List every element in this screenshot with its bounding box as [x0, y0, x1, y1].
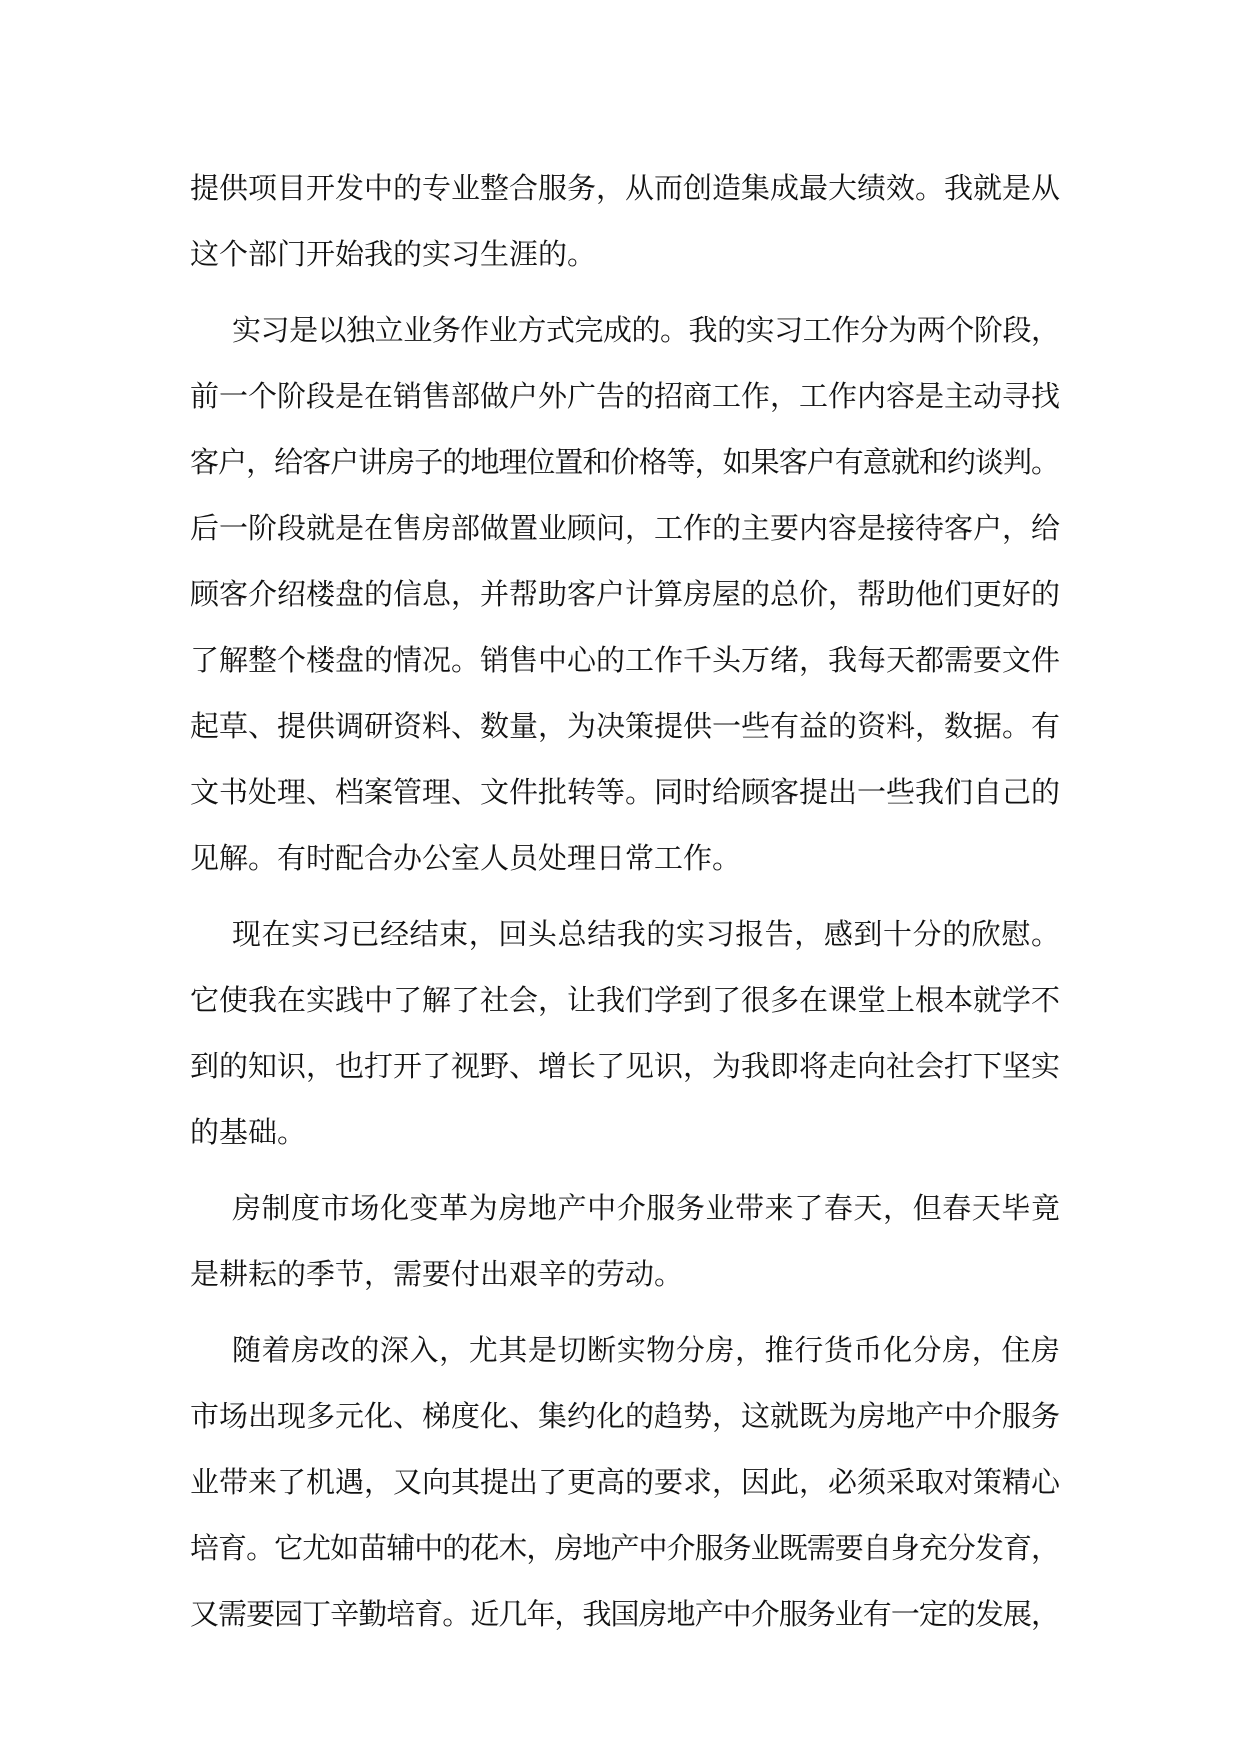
text-line: 前一个阶段是在销售部做户外广告的招商工作，工作内容是主动寻找 [190, 379, 1060, 413]
text-line: 它使我在实践中了解了社会，让我们学到了很多在课堂上根本就学不 [190, 983, 1060, 1017]
text-line: 培育。它尤如苗辅中的花木，房地产中介服务业既需要自身充分发育， [190, 1531, 1060, 1565]
paragraph-gap [190, 891, 1060, 901]
text-line: 顾客介绍楼盘的信息，并帮助客户计算房屋的总价，帮助他们更好的 [190, 577, 1060, 611]
text-line: 文书处理、档案管理、文件批转等。同时给顾客提出一些我们自己的 [190, 775, 1060, 809]
paragraph-gap [190, 1307, 1060, 1317]
paragraph [190, 1317, 1060, 1647]
text-line: 市场出现多元化、梯度化、集约化的趋势，这就既为房地产中介服务 [190, 1399, 1060, 1433]
text-line: 这个部门开始我的实习生涯的。 [190, 237, 597, 271]
text-line: 实习是以独立业务作业方式完成的。我的实习工作分为两个阶段， [232, 313, 1060, 347]
text-line: 了解整个楼盘的情况。销售中心的工作千头万绪，我每天都需要文件 [190, 643, 1060, 677]
text-line: 后一阶段就是在售房部做置业顾问，工作的主要内容是接待客户，给 [190, 511, 1060, 545]
text-line: 客户，给客户讲房子的地理位置和价格等，如果客户有意就和约谈判。 [190, 445, 1060, 479]
paragraph [190, 155, 1060, 287]
paragraph [190, 901, 1060, 1165]
paragraph-gap [190, 287, 1060, 297]
text-line: 随着房改的深入，尤其是切断实物分房，推行货币化分房，住房 [232, 1333, 1061, 1367]
text-line: 现在实习已经结束，回头总结我的实习报告，感到十分的欣慰。 [232, 917, 1061, 951]
text-line: 见解。有时配合办公室人员处理日常工作。 [190, 841, 742, 875]
paragraph-gap [190, 1165, 1060, 1175]
paragraph [190, 1175, 1060, 1307]
text-line: 业带来了机遇，又向其提出了更高的要求，因此，必须采取对策精心 [190, 1465, 1060, 1499]
paragraph [190, 297, 1060, 891]
text-line: 提供项目开发中的专业整合服务，从而创造集成最大绩效。我就是从 [190, 171, 1060, 205]
text-line: 是耕耘的季节，需要付出艰辛的劳动。 [190, 1257, 684, 1291]
text-line: 又需要园丁辛勤培育。近几年，我国房地产中介服务业有一定的发展， [190, 1597, 1060, 1631]
body-text [190, 155, 1060, 1647]
text-line: 的基础。 [190, 1115, 307, 1149]
text-line: 起草、提供调研资料、数量，为决策提供一些有益的资料，数据。有 [190, 709, 1060, 743]
text-line: 房制度市场化变革为房地产中介服务业带来了春天，但春天毕竟 [232, 1191, 1061, 1225]
text-line: 到的知识，也打开了视野、增长了见识，为我即将走向社会打下坚实 [190, 1049, 1060, 1083]
